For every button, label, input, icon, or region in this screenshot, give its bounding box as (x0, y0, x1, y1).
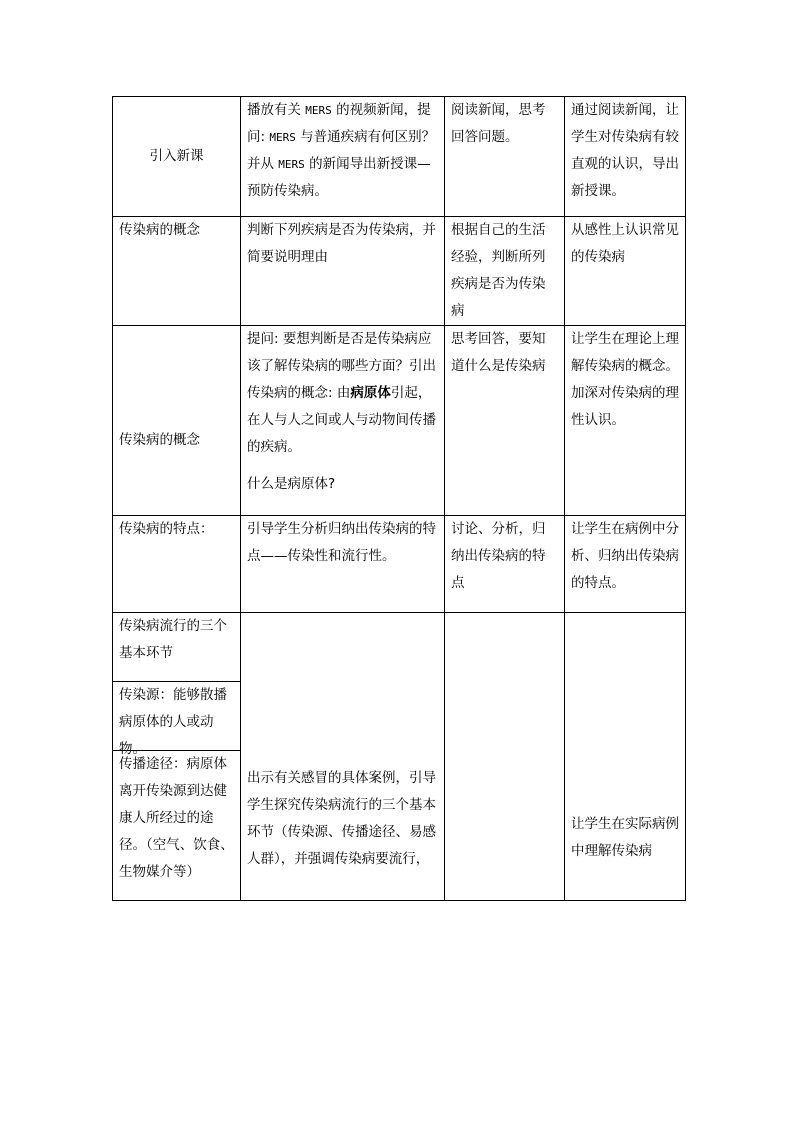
student-activity-text: 讨论、分析，归纳出传染病的特点 (451, 521, 546, 591)
student-activity-text: 根据自己的生活经验，判断所列疾病是否为传染病 (451, 222, 546, 319)
design-intent-cell (565, 516, 686, 613)
student-activity-text: 思考回答，要知道什么是传染病 (451, 331, 546, 374)
teacher-activity-text: 出示有关感冒的具体案例，引导学生探究传染病流行的三个基本环节（传染源、传播途径、易感人群），并强调传染病要流行， (247, 770, 436, 867)
stage-cell (113, 326, 241, 516)
table-row (113, 217, 686, 326)
design-intent-text: 让学生在实际病例中理解传染病 (571, 816, 679, 859)
stage-text: 引入新课 (149, 148, 204, 164)
teacher-activity-text: 提问: 要想判断是否是传染病应该了解传染病的哪些方面？引出传染病的概念: 由病原体引起，在人与人之间或人与动物间传播的疾病。 (247, 331, 436, 455)
table-row (113, 613, 686, 901)
teacher-activity-text: 引导学生分析归纳出传染病的特点——传染性和流行性。 (247, 521, 436, 564)
teacher-activity-cell (241, 516, 445, 613)
design-intent-text: 从感性上认识常见的传染病 (571, 222, 679, 265)
teacher-activity-cell (241, 217, 445, 326)
design-intent-cell (565, 326, 686, 516)
design-intent-cell (565, 613, 686, 901)
teacher-activity-text: 判断下列疾病是否为传染病，并简要说明理由 (247, 222, 436, 265)
teacher-activity-cell (241, 97, 445, 217)
table-row (113, 97, 686, 217)
stage-cell (113, 97, 241, 217)
student-activity-cell (445, 613, 565, 901)
stage-text: 传染病的概念 (119, 222, 200, 238)
stage-text: 传染病的概念 (119, 432, 200, 448)
stage-cell (113, 516, 241, 613)
stage-text: 传染病的特点： (119, 521, 214, 537)
stage-cell (113, 613, 241, 901)
student-activity-cell (445, 217, 565, 326)
design-intent-cell (565, 217, 686, 326)
student-activity-cell (445, 326, 565, 516)
design-intent-text: 让学生在理论上理解传染病的概念。加深对传染病的理性认识。 (571, 331, 679, 428)
teacher-activity-text: 播放有关 MERS 的视频新闻，提问: MERS 与普通疾病有何区别？并从 MERS 的新闻导出新授课—预防传染病。 (247, 102, 436, 199)
key-term: 病原体 (350, 385, 391, 401)
lesson-plan-table (112, 96, 686, 901)
teacher-activity-cell (241, 326, 445, 516)
teacher-activity-cell (241, 613, 445, 901)
stage-cell (113, 217, 241, 326)
design-intent-text: 让学生在病例中分析、归纳出传染病的特点。 (571, 521, 679, 591)
table-row (113, 326, 686, 516)
table-row (113, 516, 686, 613)
stage-subcell: 传染病流行的三个基本环节 (113, 613, 240, 682)
student-activity-text: 阅读新闻，思考回答问题。 (451, 102, 546, 145)
student-activity-cell (445, 516, 565, 613)
design-intent-text: 通过阅读新闻，让学生对传染病有较直观的认识，导出新授课。 (571, 102, 679, 199)
question-text: 什么是病原体? (247, 476, 336, 492)
stage-subcell: 传染源：能够散播病原体的人或动物。 (113, 682, 240, 751)
design-intent-cell (565, 97, 686, 217)
student-activity-cell (445, 97, 565, 217)
stage-subcell: 传播途径：病原体离开传染源到达健康人所经过的途径。（空气、饮食、生物媒介等） (119, 756, 234, 880)
